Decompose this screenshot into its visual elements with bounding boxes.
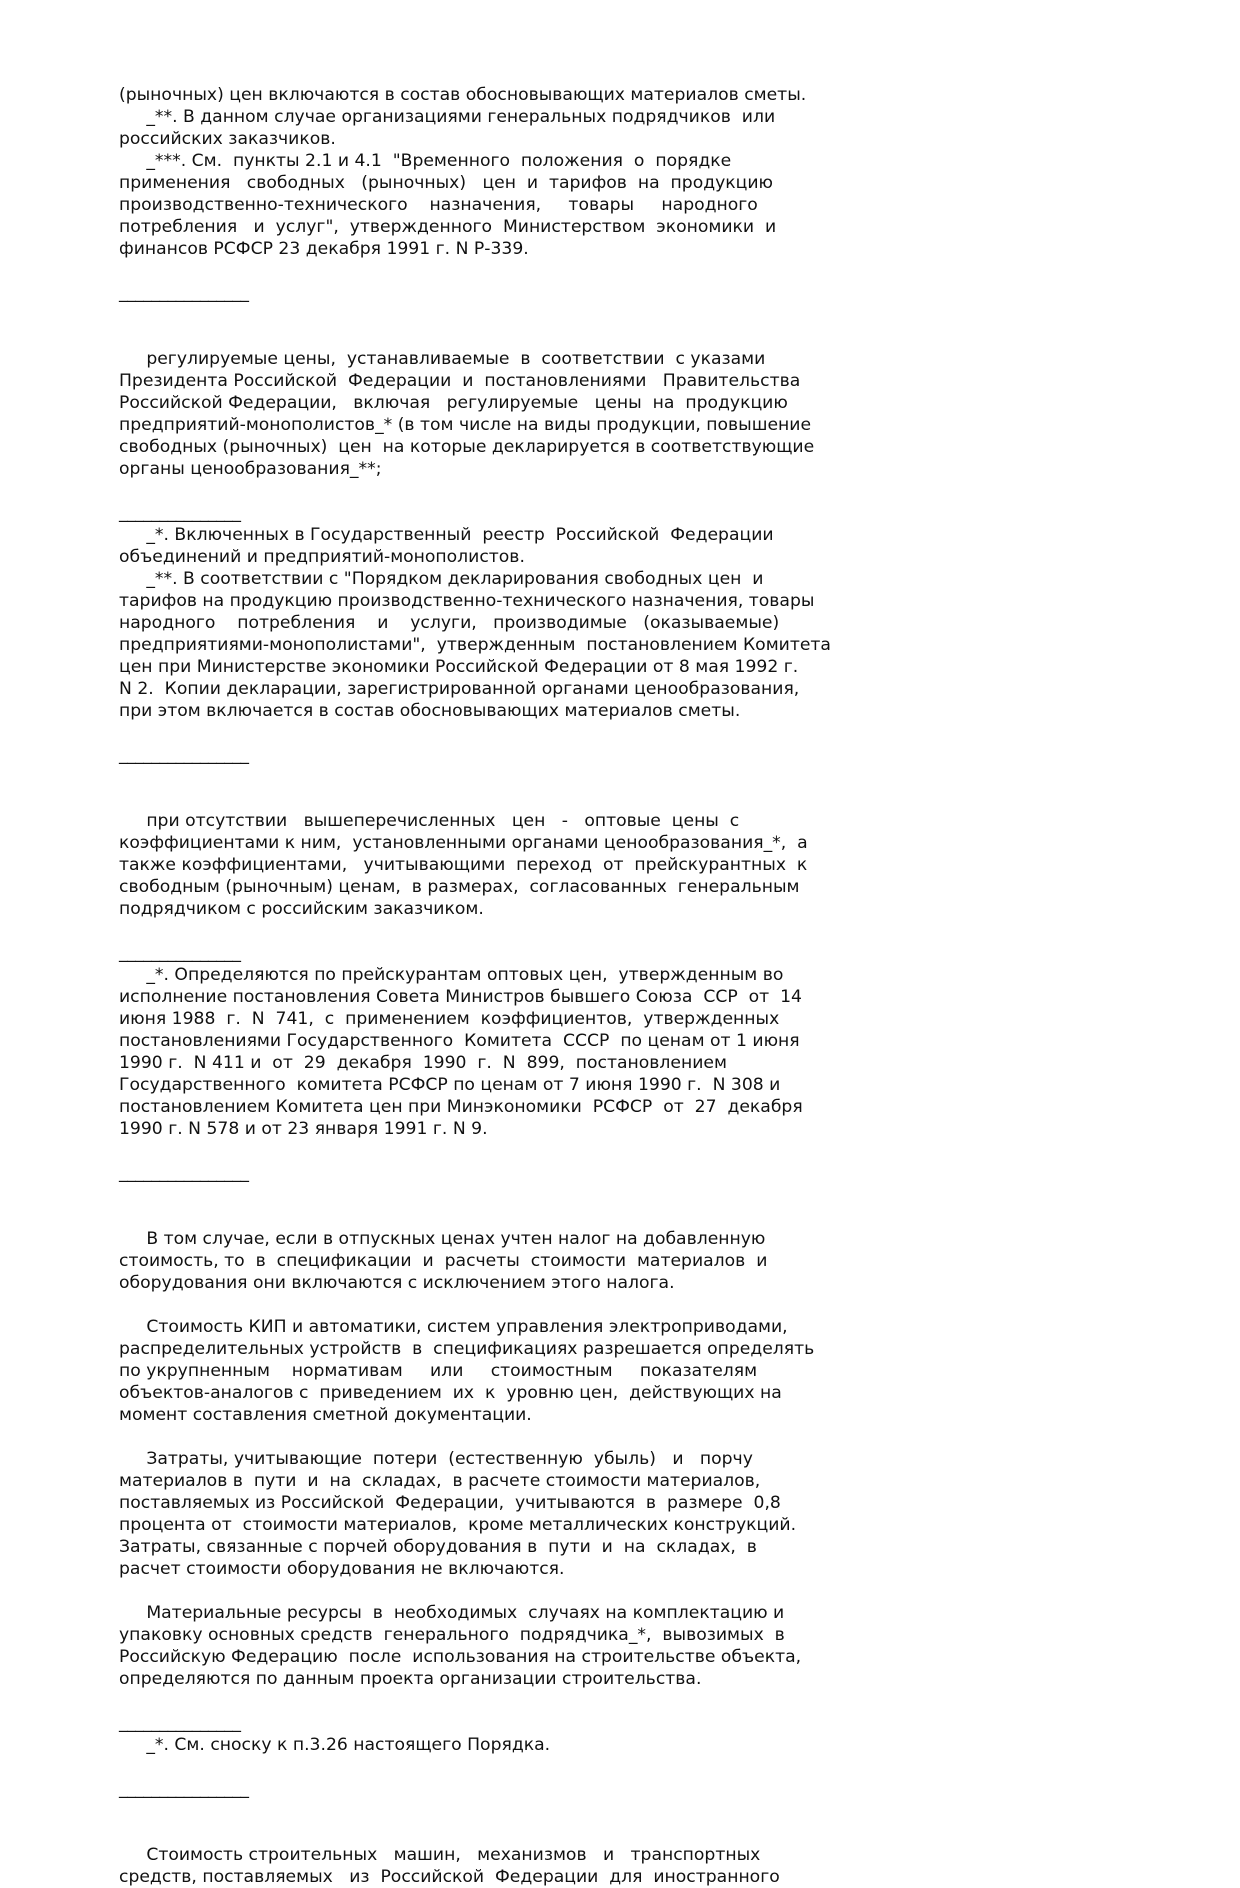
text-block-5 (119, 1316, 1119, 1426)
text-line: Российскую Федерацию после использования на строительстве объекта, (119, 1647, 802, 1667)
footnote-separator: ________________ (119, 1779, 249, 1799)
text-block-8 (119, 1844, 1119, 1888)
footnote-line: народного потребления и услуги, производимые (оказываемые) (119, 613, 780, 633)
spacer (119, 1140, 1119, 1162)
text-line: свободным (рыночным) ценам, в размерах, согласованных генеральным (119, 877, 800, 897)
text-line: определяются по данным проекта организации строительства. (119, 1669, 702, 1689)
footnote-separator: _______________ (119, 1713, 241, 1733)
spacer (119, 1800, 1119, 1822)
spacer (119, 1206, 1119, 1228)
footnote-line: _*. Включенных в Государственный реестр Российской Федерации (119, 525, 774, 545)
spacer (119, 1690, 1119, 1712)
footnote-line: Государственного комитета РСФСР по ценам от 7 июня 1990 г. N 308 и (119, 1075, 781, 1095)
text-line: Российской Федерации, включая регулируемые цены на продукцию (119, 393, 788, 413)
spacer (119, 1294, 1119, 1316)
text-line: Затраты, учитывающие потери (естественную убыль) и порчу (119, 1449, 753, 1469)
text-line: подрядчиком с российским заказчиком. (119, 899, 484, 919)
text-line: органы ценообразования_**; (119, 459, 382, 479)
footnote-line: 1990 г. N 411 и от 29 декабря 1990 г. N 899, постановлением (119, 1053, 727, 1073)
spacer (119, 1756, 1119, 1778)
document-page (119, 84, 1119, 1888)
text-line: момент составления сметной документации. (119, 1405, 532, 1425)
text-line: предприятий-монополистов_* (в том числе на виды продукции, повышение (119, 415, 812, 435)
text-line: распределительных устройств в спецификациях разрешается определять (119, 1339, 815, 1359)
text-block-1 (119, 84, 1119, 304)
text-block-2 (119, 348, 1119, 766)
footnote-line: постановлением Комитета цен при Минэкономики РСФСР от 27 декабря (119, 1097, 803, 1117)
text-line: процента от стоимости материалов, кроме металлических конструкций. (119, 1515, 797, 1535)
text-line: свободных (рыночных) цен на которые декларируется в соответствующие (119, 437, 815, 457)
footnote-line: _*. См. сноску к п.3.26 настоящего Порядка. (119, 1735, 551, 1755)
text-line: регулируемые цены, устанавливаемые в соответствии с указами (119, 349, 766, 369)
text-line: стоимость, то в спецификации и расчеты стоимости материалов и (119, 1251, 768, 1271)
spacer (119, 722, 1119, 744)
footnote-line: предприятиями-монополистами", утвержденным постановлением Комитета (119, 635, 831, 655)
footnote-line: тарифов на продукцию производственно-технического назначения, товары (119, 591, 815, 611)
text-line: _***. См. пункты 2.1 и 4.1 "Временного положения о порядке (119, 151, 732, 171)
footnote-line: объединений и предприятий-монополистов. (119, 547, 525, 567)
footnote-line: исполнение постановления Совета Министров бывшего Союза ССР от 14 (119, 987, 802, 1007)
footnote-separator: ________________ (119, 283, 249, 303)
footnote-separator: ________________ (119, 1163, 249, 1183)
spacer (119, 766, 1119, 788)
footnote-line: при этом включается в состав обосновывающих материалов сметы. (119, 701, 741, 721)
footnote-line: _*. Определяются по прейскурантам оптовых цен, утвержденным во (119, 965, 784, 985)
spacer (119, 326, 1119, 348)
text-line: применения свободных (рыночных) цен и тарифов на продукцию (119, 173, 773, 193)
text-line: Стоимость строительных машин, механизмов и транспортных (119, 1845, 761, 1865)
text-block-7 (119, 1602, 1119, 1800)
text-line: Президента Российской Федерации и постановлениями Правительства (119, 371, 801, 391)
footnote-line: июня 1988 г. N 741, с применением коэффициентов, утвержденных (119, 1009, 780, 1029)
spacer (119, 1426, 1119, 1448)
text-line: В том случае, если в отпускных ценах учтен налог на добавленную (119, 1229, 766, 1249)
text-line: объектов-аналогов с приведением их к уровню цен, действующих на (119, 1383, 782, 1403)
text-line: Стоимость КИП и автоматики, систем управления электроприводами, (119, 1317, 788, 1337)
footnote-line: цен при Министерстве экономики Российской Федерации от 8 мая 1992 г. (119, 657, 799, 677)
footnote-separator: ________________ (119, 745, 249, 765)
text-line: производственно-технического назначения, товары народного (119, 195, 758, 215)
text-line: финансов РСФСР 23 декабря 1991 г. N Р-339. (119, 239, 529, 259)
text-line: оборудования они включаются с исключением этого налога. (119, 1273, 675, 1293)
text-line: при отсутствии вышеперечисленных цен - оптовые цены с (119, 811, 740, 831)
text-line: Затраты, связанные с порчей оборудования в пути и на складах, в (119, 1537, 757, 1557)
text-line: поставляемых из Российской Федерации, учитываются в размере 0,8 (119, 1493, 781, 1513)
text-line: российских заказчиков. (119, 129, 336, 149)
footnote-separator: _______________ (119, 503, 241, 523)
text-line: материалов в пути и на складах, в расчете стоимости материалов, (119, 1471, 761, 1491)
spacer (119, 1580, 1119, 1602)
text-block-6 (119, 1448, 1119, 1580)
spacer (119, 788, 1119, 810)
text-block-4 (119, 1228, 1119, 1294)
text-line: потребления и услуг", утвержденного Министерством экономики и (119, 217, 777, 237)
text-line: упаковку основных средств генерального подрядчика_*, вывозимых в (119, 1625, 785, 1645)
footnote-line: постановлениями Государственного Комитета СССР по ценам от 1 июня (119, 1031, 800, 1051)
spacer (119, 1184, 1119, 1206)
spacer (119, 304, 1119, 326)
spacer (119, 1822, 1119, 1844)
text-line: по укрупненным нормативам или стоимостным показателям (119, 1361, 758, 1381)
spacer (119, 260, 1119, 282)
text-line: также коэффициентами, учитывающими переход от прейскурантных к (119, 855, 808, 875)
text-line: расчет стоимости оборудования не включаются. (119, 1559, 565, 1579)
text-block-3 (119, 810, 1119, 1184)
footnote-line: N 2. Копии декларации, зарегистрированной органами ценообразования, (119, 679, 800, 699)
text-line: (рыночных) цен включаются в состав обосновывающих материалов сметы. (119, 85, 807, 105)
spacer (119, 920, 1119, 942)
footnote-line: 1990 г. N 578 и от 23 января 1991 г. N 9. (119, 1119, 488, 1139)
text-line: _**. В данном случае организациями генеральных подрядчиков или (119, 107, 776, 127)
footnote-separator: _______________ (119, 943, 241, 963)
spacer (119, 480, 1119, 502)
text-line: Материальные ресурсы в необходимых случаях на комплектацию и (119, 1603, 785, 1623)
text-line: средств, поставляемых из Российской Федерации для иностранного (119, 1867, 780, 1887)
footnote-line: _**. В соответствии с "Порядком декларирования свободных цен и (119, 569, 764, 589)
text-line: коэффициентами к ним, установленными органами ценообразования_*, а (119, 833, 808, 853)
